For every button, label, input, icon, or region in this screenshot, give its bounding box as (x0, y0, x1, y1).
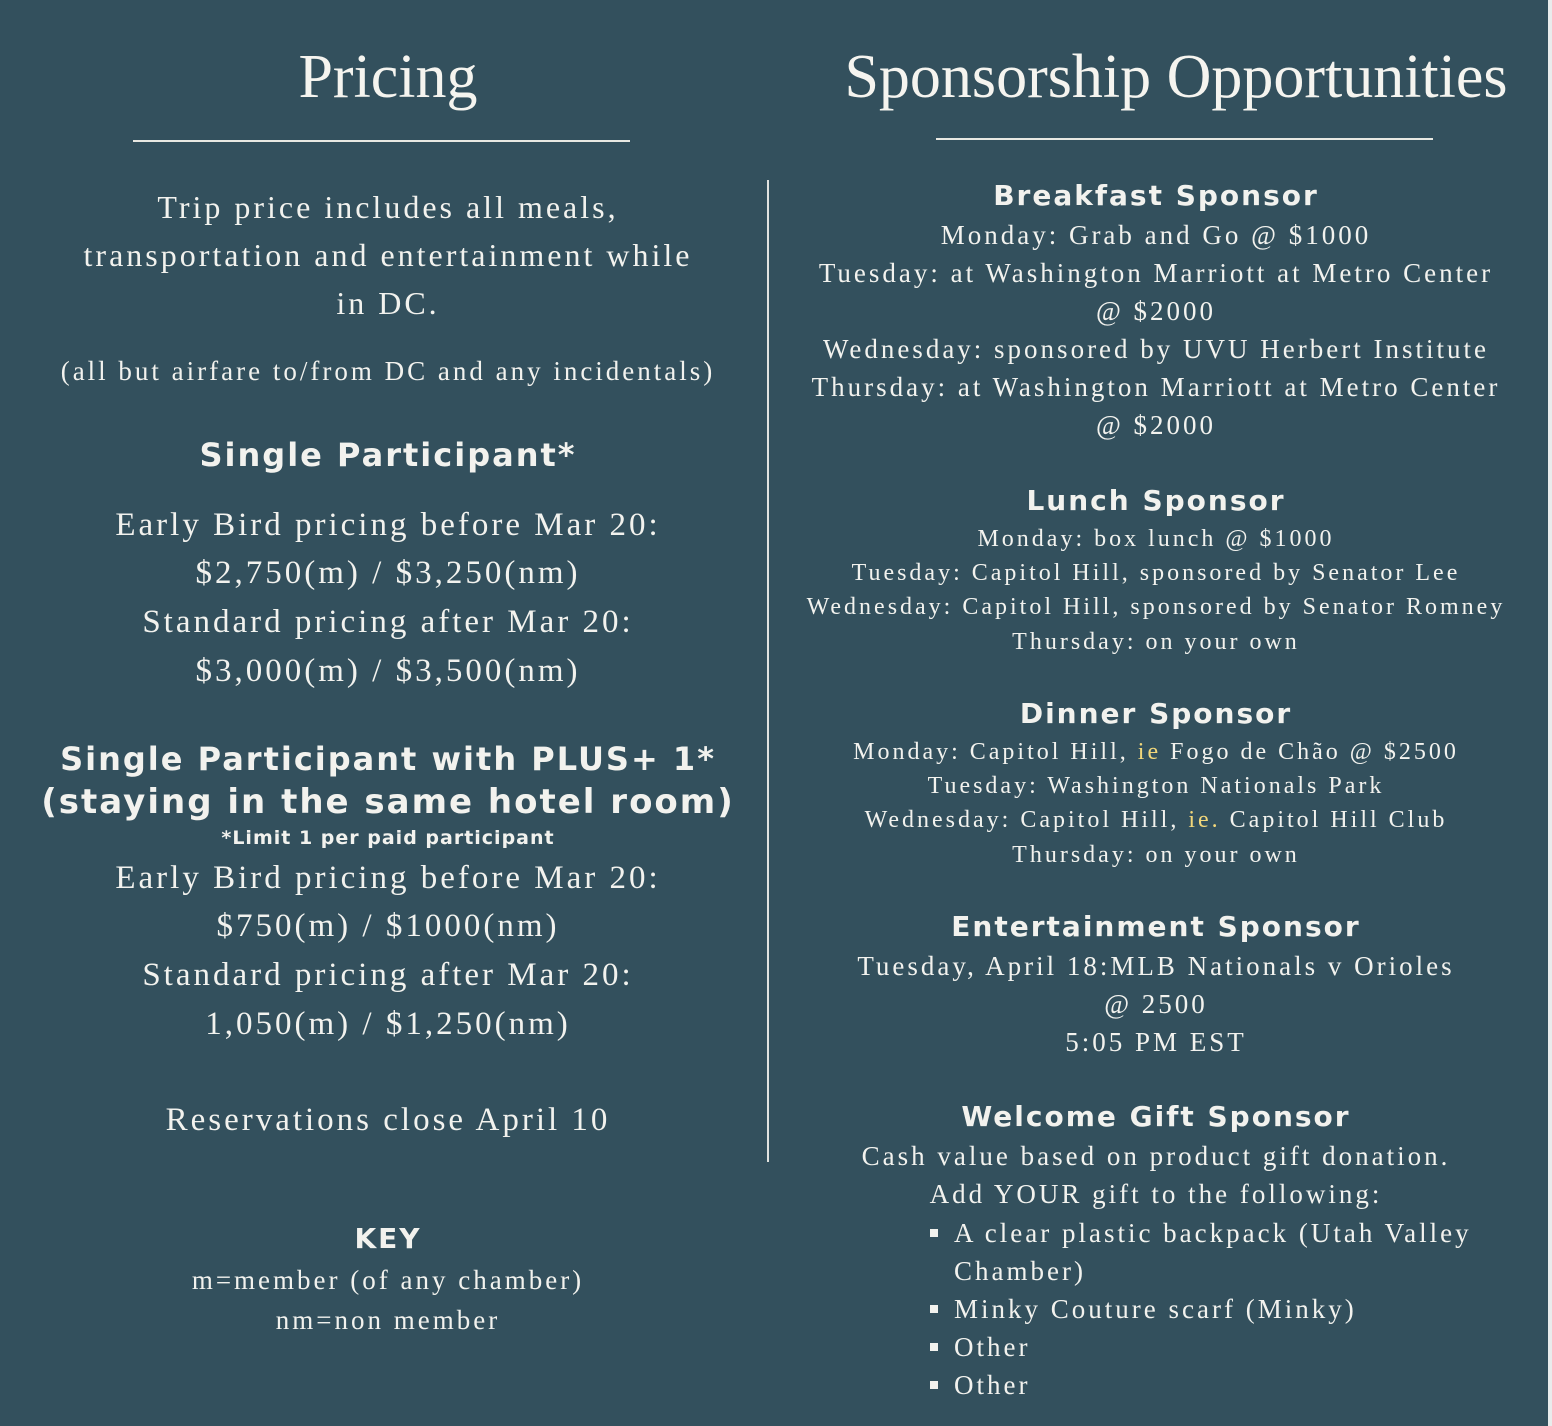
gift-cash-value: Cash value based on product gift donation. (861, 1141, 1451, 1171)
breakfast-tuesday-price: @ $2000 (1095, 296, 1217, 326)
intro-line-3: in DC. (336, 285, 440, 321)
breakfast-thursday: Thursday: at Washington Marriott at Metro Center (811, 372, 1501, 402)
intro-line-1: Trip price includes all meals, (157, 189, 619, 225)
reservations-close: Reservations close April 10 (165, 1102, 611, 1138)
dinner-monday-prefix: Monday: Capitol Hill, (853, 739, 1129, 765)
column-divider (767, 180, 769, 1162)
dinner-wednesday-ie: ie. (1188, 807, 1221, 833)
key-member: m=member (of any chamber) (191, 1265, 585, 1295)
key-non-member: nm=non member (275, 1305, 501, 1335)
plus-one-subheading: (staying in the same hotel room) (41, 782, 735, 822)
entertainment-sponsor-heading: Entertainment Sponsor (951, 910, 1361, 943)
dinner-tuesday: Tuesday: Washington Nationals Park (927, 773, 1385, 799)
gift-item-backpack-source: Chamber) (954, 1256, 1086, 1286)
sponsorship-title: Sponsorship Opportunities (844, 43, 1508, 111)
intro-line-2: transportation and entertainment while (83, 237, 693, 273)
dinner-monday-ie: ie (1137, 739, 1162, 765)
bullet-square-icon (930, 1229, 938, 1237)
list-item (930, 1328, 1472, 1366)
right-edge-strip (1548, 0, 1552, 1426)
dinner-wednesday-prefix: Wednesday: Capitol Hill, (864, 807, 1180, 833)
list-item (930, 1214, 1472, 1252)
entertainment-price: @ 2500 (1104, 989, 1208, 1019)
lunch-wednesday: Wednesday: Capitol Hill, sponsored by Senator Romney (806, 594, 1506, 620)
entertainment-game: Tuesday, April 18:MLB Nationals v Orioles (857, 951, 1455, 981)
pricing-title: Pricing (298, 43, 478, 111)
airfare-note: (all but airfare to/from DC and any incidentals) (60, 356, 716, 386)
gift-item-backpack: A clear plastic backpack (Utah Valley (954, 1218, 1472, 1248)
breakfast-thursday-price: @ $2000 (1095, 410, 1217, 440)
lunch-sponsor-heading: Lunch Sponsor (1026, 484, 1286, 517)
breakfast-sponsor-heading: Breakfast Sponsor (993, 179, 1319, 212)
bullet-square-icon (930, 1305, 938, 1313)
breakfast-wednesday: Wednesday: sponsored by UVU Herbert Institute (823, 334, 1489, 364)
dinner-monday-venue: Fogo de Chão @ $2500 (1170, 739, 1459, 765)
dinner-wednesday-venue: Capitol Hill Club (1229, 807, 1448, 833)
gift-add-yours: Add YOUR gift to the following: (929, 1179, 1383, 1209)
gift-item-scarf: Minky Couture scarf (Minky) (954, 1294, 1357, 1324)
welcome-gift-sponsor-heading: Welcome Gift Sponsor (961, 1100, 1351, 1133)
lunch-monday: Monday: box lunch @ $1000 (977, 526, 1335, 552)
single-early-bird-label: Early Bird pricing before Mar 20: (115, 507, 661, 543)
dinner-sponsor-heading: Dinner Sponsor (1019, 697, 1293, 730)
list-item-continuation (930, 1252, 1472, 1290)
dinner-wednesday (776, 803, 1536, 837)
breakfast-tuesday: Tuesday: at Washington Marriott at Metro Center (818, 258, 1494, 288)
sponsorship-title-underline (936, 138, 1433, 140)
gift-item-other-1: Other (954, 1332, 1031, 1362)
single-early-bird-price: $2,750(m) / $3,250(nm) (195, 555, 581, 591)
single-participant-heading: Single Participant* (199, 436, 577, 474)
plus-early-bird-label: Early Bird pricing before Mar 20: (115, 860, 661, 896)
entertainment-time: 5:05 PM EST (1065, 1027, 1247, 1057)
single-standard-label: Standard pricing after Mar 20: (142, 604, 634, 640)
plus-standard-price: 1,050(m) / $1,250(nm) (205, 1006, 571, 1042)
lunch-tuesday: Tuesday: Capitol Hill, sponsored by Senator Lee (851, 560, 1461, 586)
plus-early-bird-price: $750(m) / $1000(nm) (216, 908, 560, 944)
bullet-square-icon (930, 1381, 938, 1389)
dinner-thursday: Thursday: on your own (1012, 842, 1300, 868)
plus-one-heading: Single Participant with PLUS+ 1* (60, 740, 716, 778)
pricing-title-underline (133, 140, 630, 142)
list-item (930, 1290, 1472, 1328)
list-item (930, 1366, 1472, 1404)
breakfast-monday: Monday: Grab and Go @ $1000 (940, 220, 1372, 250)
plus-one-limit-note: *Limit 1 per paid participant (221, 827, 555, 849)
gift-item-other-2: Other (954, 1370, 1031, 1400)
gift-item-list (930, 1214, 1472, 1404)
dinner-monday (776, 735, 1536, 769)
plus-standard-label: Standard pricing after Mar 20: (142, 957, 634, 993)
lunch-thursday: Thursday: on your own (1012, 629, 1300, 655)
key-heading: KEY (354, 1222, 422, 1255)
bullet-square-icon (930, 1343, 938, 1351)
single-standard-price: $3,000(m) / $3,500(nm) (195, 653, 581, 689)
